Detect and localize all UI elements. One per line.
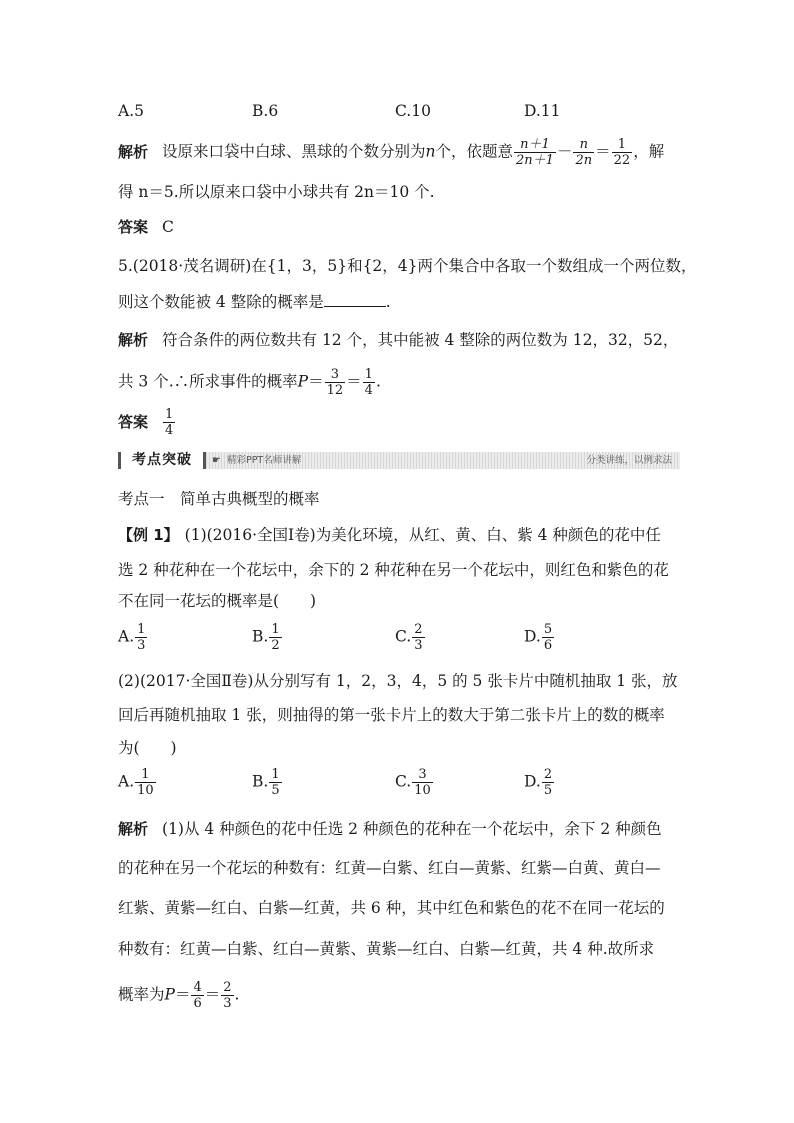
q5-stem-line2	[118, 292, 391, 312]
text: 共 3 个.∴所求事件的概率	[118, 372, 298, 391]
q5-analysis-line1	[118, 330, 678, 350]
var: P	[297, 372, 309, 391]
answer-blank	[324, 292, 386, 307]
ex1-analysis-line4: 种数有：红黄—白紫、红白—黄紫、黄紫—红白、白紫—红黄，共 4 种.故所求	[118, 940, 655, 958]
text: 符合条件的两位数共有 12 个，其中能被 4 整除的两位数为 12，32，52，	[162, 331, 679, 349]
fraction: $\frac{2}{5}$	[543, 767, 553, 798]
topic-heading: 考点一 简单古典概型的概率	[118, 490, 320, 508]
q5-answer	[118, 407, 176, 438]
fraction: $\frac{2}{3}$	[414, 622, 423, 653]
text: 则这个数能被 4 整除的概率是	[118, 293, 324, 311]
ex1-p2-option-d: D. $\frac{2}{5}$	[524, 767, 553, 798]
ex1-analysis-line5	[118, 980, 239, 1011]
var: P	[164, 985, 175, 1004]
fraction: $\frac{1}{2}$	[271, 622, 280, 653]
analysis-label: 解析	[118, 142, 149, 161]
analysis-label: 解析	[118, 331, 149, 349]
ex1-p2-line2: 回后再随机抽取 1 张，则抽得的第一张卡片上的数大于第二张卡片上的数的概率	[118, 706, 665, 724]
q4-option-a: A.5	[118, 102, 144, 120]
q4-answer	[118, 217, 174, 237]
hand-pointer-icon: ☛	[212, 455, 221, 466]
ex1-p2-option-b: B. $\frac{1}{5}$	[252, 767, 280, 798]
q4-analysis-line1	[118, 137, 664, 168]
equals: ＝	[346, 372, 362, 391]
ex1-p2-line1: (2)(2017·全国Ⅱ卷)从分别写有 1，2，3，4，5 的 5 张卡片中随机抽取 1 张，放	[118, 672, 678, 690]
ex1-p2-line3: 为( )	[118, 739, 177, 757]
ex1-p2-option-c: C. $\frac{3}{10}$	[395, 767, 431, 798]
q5-analysis-line2	[118, 367, 381, 398]
answer-value: C	[162, 218, 174, 236]
ex1-p1-option-b: B. $\frac{1}{2}$	[252, 622, 280, 653]
ex1-analysis-line1	[118, 819, 662, 839]
text: .	[385, 293, 391, 311]
fraction: $\frac{1}{10}$	[137, 767, 154, 798]
text: (1)(2016·全国Ⅰ卷)为美化环境，从红、黄、白、紫 4 种颜色的花中任	[184, 526, 661, 544]
example-label: 【例 1】	[118, 526, 179, 544]
ex1-p1-option-c: C. $\frac{2}{3}$	[395, 622, 423, 653]
equals: ＝	[204, 985, 221, 1004]
fraction: $\frac{2}{3}$	[223, 980, 232, 1011]
var: n	[425, 142, 436, 161]
q5-stem-line1: 5.(2018·茂名调研)在{1，3，5}和{2，4}两个集合中各取一个数组成一个两位数，	[118, 257, 697, 275]
ex1-p1-line2: 选 2 种花种在一个花坛中，余下的 2 种花种在另一个花坛中，则红色和紫色的花	[118, 561, 669, 579]
fraction: $\frac{1}{22}$	[613, 137, 631, 168]
fraction: $\frac{n}{2n}$	[575, 137, 593, 168]
text: (1)从 4 种颜色的花中任选 2 种颜色的花种在一个花坛中，余下 2 种颜色	[162, 820, 662, 838]
ex1-p1-option-a: A. $\frac{1}{3}$	[118, 622, 146, 653]
fraction: $\frac{1}{5}$	[271, 767, 280, 798]
text: 概率为	[118, 985, 165, 1004]
fraction: $\frac{3}{10}$	[414, 767, 431, 798]
ex1-p2-option-a: A. $\frac{1}{10}$	[118, 767, 154, 798]
analysis-label: 解析	[118, 820, 149, 838]
q4-option-b: B.6	[252, 102, 279, 120]
ex1-p1-line1	[118, 525, 661, 545]
q4-option-d: D.11	[524, 102, 561, 120]
fraction: $\frac{5}{6}$	[543, 622, 553, 653]
banner-left-text: 精彩PPT名师讲解	[226, 455, 302, 466]
section-banner	[118, 452, 680, 469]
text: .	[375, 372, 381, 391]
equals: ＝	[595, 142, 611, 161]
q4-analysis-line2: 得 n＝5.所以原来口袋中小球共有 2n＝10 个.	[118, 183, 435, 201]
text: 设原来口袋中白球、黑球的个数分别为	[162, 142, 426, 161]
minus: －	[556, 142, 573, 161]
fraction: $\frac{1}{4}$	[364, 367, 373, 398]
equals: ＝	[174, 985, 191, 1004]
banner-right-text: 分类讲练，以例求法	[586, 455, 672, 466]
ex1-analysis-line3: 红紫、黄紫—红白、白紫—红黄，共 6 种，其中红色和紫色的花不在同一花坛的	[118, 899, 665, 917]
fraction: $\frac{n+1}{2n+1}$	[516, 137, 554, 168]
text: .	[234, 985, 240, 1004]
q4-option-c: C.10	[395, 102, 431, 120]
answer-label: 答案	[118, 218, 149, 236]
section-tag: 考点突破	[118, 452, 206, 469]
ex1-analysis-line2: 的花种在另一个花坛的种数有：红黄—白紫、红白—黄紫、红紫—白黄、黄白—	[118, 859, 661, 877]
answer-label: 答案	[118, 412, 149, 431]
ex1-p1-option-d: D. $\frac{5}{6}$	[524, 622, 553, 653]
banner-bar	[206, 452, 680, 469]
fraction: $\frac{3}{12}$	[326, 367, 344, 398]
answer-fraction: $\frac{1}{4}$	[165, 407, 174, 438]
fraction: $\frac{4}{6}$	[193, 980, 202, 1011]
ex1-p1-line3: 不在同一花坛的概率是( )	[118, 592, 317, 610]
equals: ＝	[308, 372, 324, 391]
text: 个，依题意	[435, 142, 514, 161]
text: ，解	[633, 142, 665, 161]
fraction: $\frac{1}{3}$	[137, 622, 146, 653]
